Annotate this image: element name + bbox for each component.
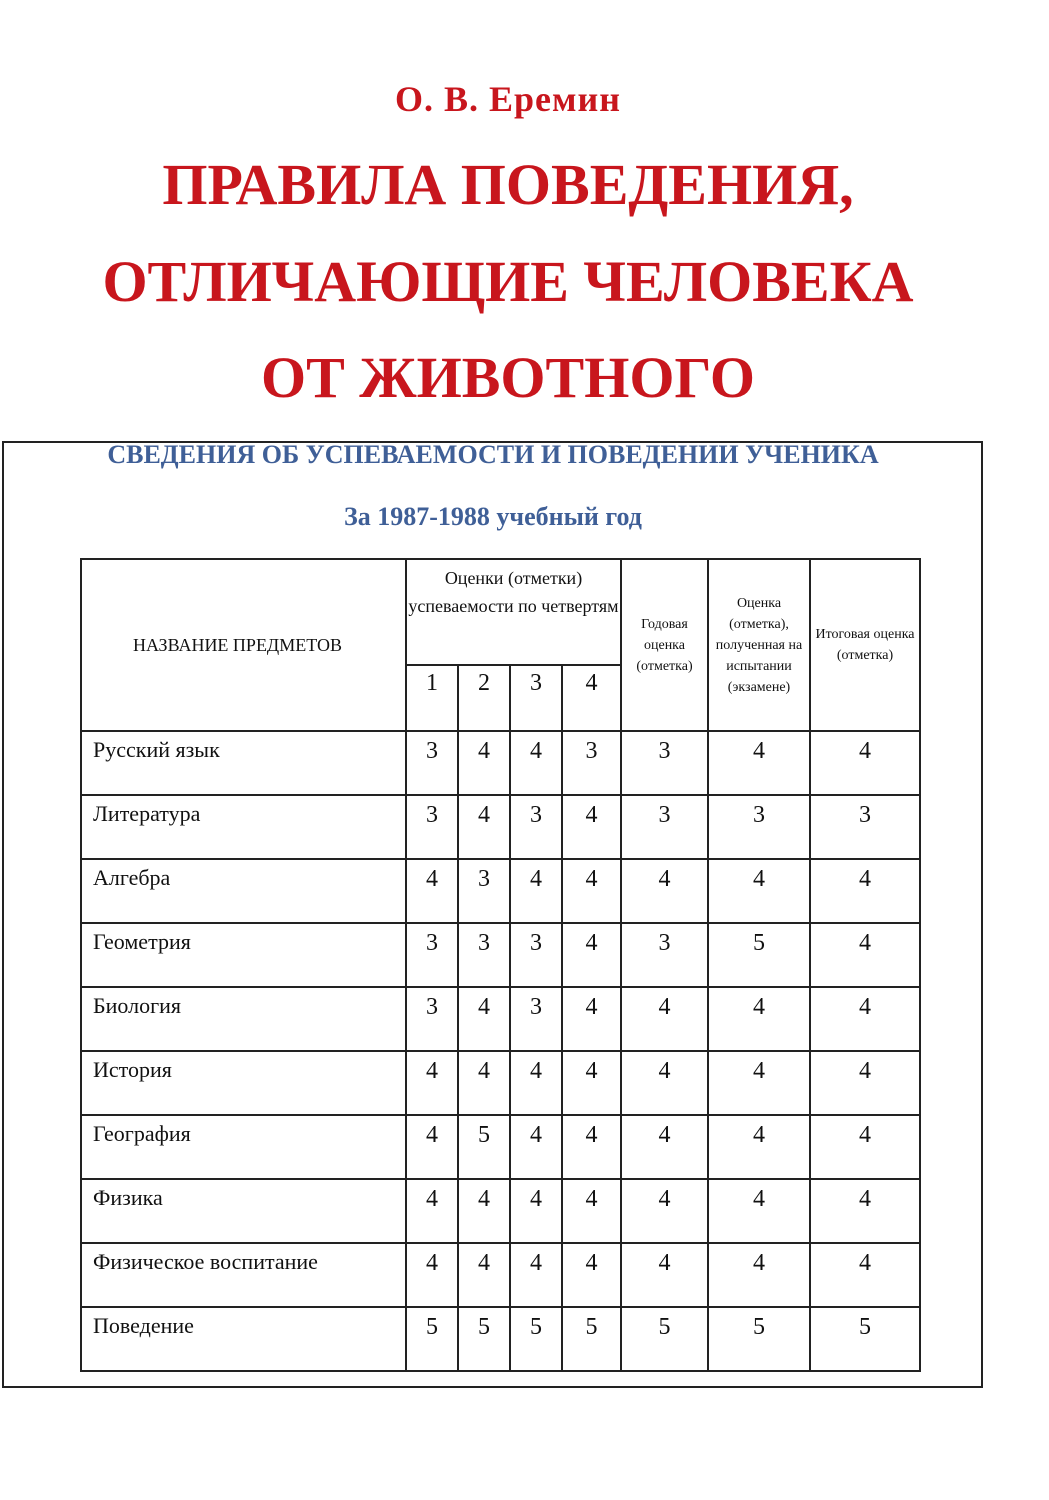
- grade-cell: 4: [510, 1115, 562, 1179]
- grade-cell: 4: [562, 1243, 621, 1307]
- grade-cell: 5: [810, 1307, 920, 1371]
- grade-cell: 4: [510, 731, 562, 795]
- grade-cell: 4: [621, 1051, 708, 1115]
- table-row: [81, 923, 920, 987]
- quarter-number-header: 2: [458, 665, 510, 731]
- quarter-number-header: 4: [562, 665, 621, 731]
- table-row: [81, 1179, 920, 1243]
- grade-cell: 3: [621, 795, 708, 859]
- book-title-line-1: ПРАВИЛА ПОВЕДЕНИЯ,: [162, 152, 854, 217]
- grade-cell: 3: [406, 923, 458, 987]
- grade-cell: 4: [406, 859, 458, 923]
- grade-cell: 4: [510, 1051, 562, 1115]
- book-title-line-2: ОТЛИЧАЮЩИЕ ЧЕЛОВЕКА: [102, 249, 914, 314]
- grade-cell: 4: [621, 1243, 708, 1307]
- exam-grade-column-header: Оценка (отметка), полученная на испытании (экзамене): [708, 559, 810, 731]
- subject-name: Геометрия: [81, 923, 406, 987]
- grade-cell: 4: [458, 1051, 510, 1115]
- grade-cell: 3: [406, 795, 458, 859]
- subjects-column-header: НАЗВАНИЕ ПРЕДМЕТОВ: [81, 559, 406, 731]
- grade-cell: 3: [510, 987, 562, 1051]
- grade-cell: 5: [406, 1307, 458, 1371]
- year-grade-column-header: Годовая оценка (отметка): [621, 559, 708, 731]
- grade-rows: [81, 731, 920, 1371]
- grade-cell: 4: [562, 1115, 621, 1179]
- quarter-number-header: 3: [510, 665, 562, 731]
- grade-cell: 4: [562, 987, 621, 1051]
- grade-cell: 4: [708, 1179, 810, 1243]
- grade-cell: 5: [510, 1307, 562, 1371]
- grade-cell: 4: [458, 987, 510, 1051]
- grade-cell: 4: [406, 1243, 458, 1307]
- grade-cell: 4: [810, 731, 920, 795]
- grade-cell: 4: [458, 731, 510, 795]
- grade-cell: 4: [406, 1179, 458, 1243]
- grade-cell: 3: [621, 923, 708, 987]
- table-row: [81, 987, 920, 1051]
- report-subheading: За 1987-1988 учебный год: [344, 502, 642, 531]
- subject-name: История: [81, 1051, 406, 1115]
- table-row: [81, 1115, 920, 1179]
- book-title-line-3: ОТ ЖИВОТНОГО: [260, 345, 756, 410]
- grade-cell: 4: [406, 1051, 458, 1115]
- table-row: [81, 1307, 920, 1371]
- table-row: [81, 859, 920, 923]
- grade-cell: 4: [510, 1243, 562, 1307]
- subject-name: Биология: [81, 987, 406, 1051]
- grade-cell: 4: [621, 859, 708, 923]
- grade-cell: 3: [708, 795, 810, 859]
- grade-cell: 3: [562, 731, 621, 795]
- grade-cell: 4: [621, 1179, 708, 1243]
- quarter-number-header: 1: [406, 665, 458, 731]
- subject-name: Литература: [81, 795, 406, 859]
- table-row: [81, 1243, 920, 1307]
- subject-name: Поведение: [81, 1307, 406, 1371]
- grade-cell: 3: [810, 795, 920, 859]
- grade-cell: 3: [458, 859, 510, 923]
- grade-cell: 3: [406, 987, 458, 1051]
- table-row: [81, 1051, 920, 1115]
- grade-cell: 4: [562, 859, 621, 923]
- grade-cell: 4: [406, 1115, 458, 1179]
- grade-cell: 4: [621, 1115, 708, 1179]
- grade-cell: 4: [810, 1243, 920, 1307]
- quarters-column-header: Оценки (отметки) успеваемости по четвертям: [406, 559, 621, 665]
- grades-table: [80, 558, 921, 1372]
- report-heading: СВЕДЕНИЯ ОБ УСПЕВАЕМОСТИ И ПОВЕДЕНИИ УЧЕНИКА: [107, 440, 879, 469]
- grade-cell: 4: [510, 1179, 562, 1243]
- grade-cell: 5: [562, 1307, 621, 1371]
- subject-name: Алгебра: [81, 859, 406, 923]
- grade-cell: 4: [510, 859, 562, 923]
- grade-cell: 3: [510, 923, 562, 987]
- grade-cell: 4: [708, 987, 810, 1051]
- final-grade-column-header: Итоговая оценка (отметка): [810, 559, 920, 731]
- grade-cell: 4: [458, 1179, 510, 1243]
- grade-cell: 4: [562, 795, 621, 859]
- grade-cell: 4: [810, 1179, 920, 1243]
- grade-cell: 3: [458, 923, 510, 987]
- grade-cell: 3: [510, 795, 562, 859]
- grade-cell: 3: [621, 731, 708, 795]
- grade-cell: 4: [708, 859, 810, 923]
- table-row: [81, 731, 920, 795]
- subject-name: Физическое воспитание: [81, 1243, 406, 1307]
- grade-cell: 4: [810, 1051, 920, 1115]
- grade-cell: 4: [621, 987, 708, 1051]
- grade-cell: 4: [562, 923, 621, 987]
- grade-cell: 5: [708, 923, 810, 987]
- grade-cell: 5: [708, 1307, 810, 1371]
- grade-cell: 4: [708, 1115, 810, 1179]
- grade-cell: 4: [810, 987, 920, 1051]
- table-row: [81, 795, 920, 859]
- grade-cell: 5: [621, 1307, 708, 1371]
- grade-cell: 4: [810, 923, 920, 987]
- subject-name: Русский язык: [81, 731, 406, 795]
- grade-cell: 5: [458, 1307, 510, 1371]
- author-name: О. В. Еремин: [394, 79, 622, 119]
- grade-cell: 4: [562, 1051, 621, 1115]
- grade-cell: 3: [406, 731, 458, 795]
- grade-cell: 4: [810, 859, 920, 923]
- grade-cell: 4: [458, 795, 510, 859]
- grade-cell: 4: [810, 1115, 920, 1179]
- grade-cell: 4: [562, 1179, 621, 1243]
- grade-cell: 4: [458, 1243, 510, 1307]
- grade-cell: 4: [708, 731, 810, 795]
- grade-cell: 4: [708, 1051, 810, 1115]
- subject-name: Физика: [81, 1179, 406, 1243]
- grade-cell: 5: [458, 1115, 510, 1179]
- subject-name: География: [81, 1115, 406, 1179]
- grade-cell: 4: [708, 1243, 810, 1307]
